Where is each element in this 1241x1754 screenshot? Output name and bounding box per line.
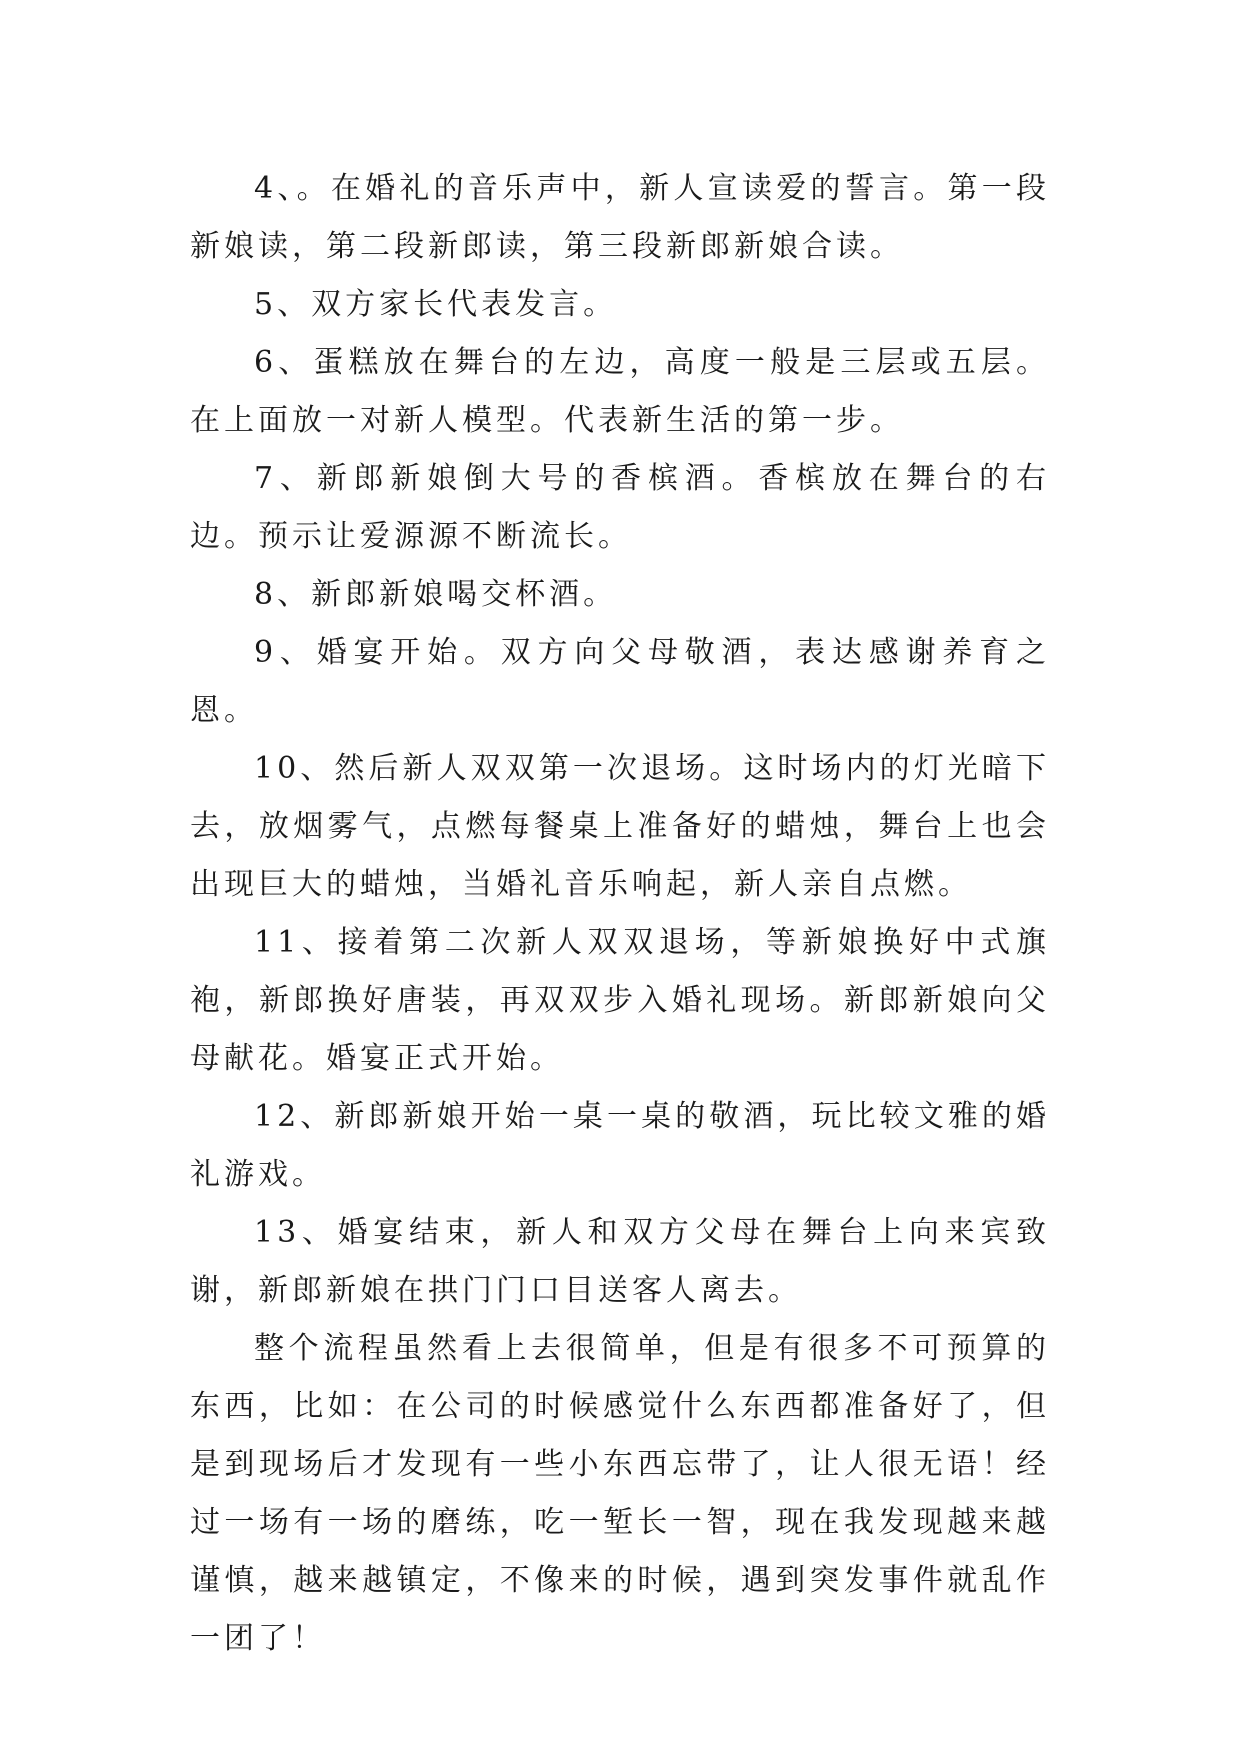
paragraph-step-13: 13、婚宴结束，新人和双方父母在舞台上向来宾致谢，新郎新娘在拱门门口目送客人离去。: [190, 1215, 1050, 1308]
paragraph-step-9: 9、婚宴开始。双方向父母敬酒，表达感谢养育之恩。: [190, 635, 1050, 728]
paragraph-step-12: 12、新郎新娘开始一桌一桌的敬酒，玩比较文雅的婚礼游戏。: [190, 1099, 1050, 1192]
paragraph-step-5: 5、双方家长代表发言。: [254, 287, 618, 322]
paragraph-step-8: 8、新郎新娘喝交杯酒。: [254, 577, 618, 612]
paragraph-step-6: 6、蛋糕放在舞台的左边，高度一般是三层或五层。在上面放一对新人模型。代表新生活的第一步。: [190, 345, 1050, 438]
paragraph-step-11: 11、接着第二次新人双双退场，等新娘换好中式旗袍，新郎换好唐装，再双双步入婚礼现场。新郎新娘向父母献花。婚宴正式开始。: [190, 925, 1050, 1076]
paragraph-step-4: 4、。在婚礼的音乐声中，新人宣读爱的誓言。第一段新娘读，第二段新郎读，第三段新郎新娘合读。: [190, 171, 1050, 264]
document-body: [190, 160, 1050, 1668]
paragraph-step-7: 7、新郎新娘倒大号的香槟酒。香槟放在舞台的右边。预示让爱源源不断流长。: [190, 461, 1050, 554]
paragraph-summary: 整个流程虽然看上去很简单，但是有很多不可预算的东西，比如：在公司的时候感觉什么东西都准备好了，但是到现场后才发现有一些小东西忘带了，让人很无语！经过一场有一场的磨练，吃一堑长一智，现在我发现越来越谨慎，越来越镇定，不像来的时候，遇到突发事件就乱作一团了！: [190, 1331, 1050, 1656]
paragraph-step-10: 10、然后新人双双第一次退场。这时场内的灯光暗下去，放烟雾气，点燃每餐桌上准备好的蜡烛，舞台上也会出现巨大的蜡烛，当婚礼音乐响起，新人亲自点燃。: [190, 751, 1050, 902]
